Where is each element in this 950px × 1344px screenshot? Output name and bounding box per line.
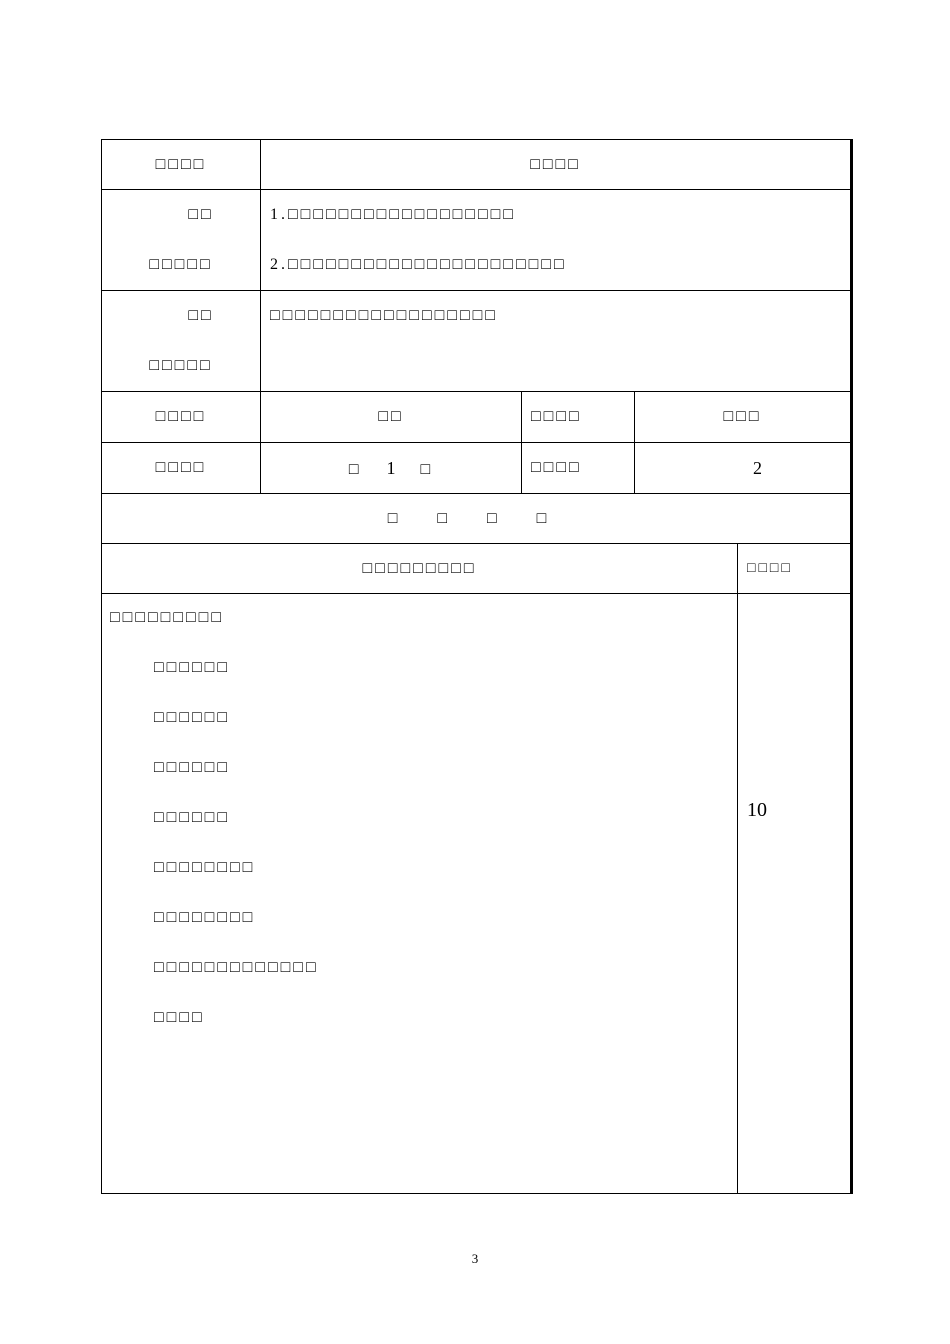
info-row2-col4: 2	[753, 457, 763, 478]
focus-text: □□□□□□□□□□□□□□□□□□	[270, 307, 498, 324]
content-body	[102, 594, 738, 1194]
info-row-2	[102, 443, 852, 494]
focus-row	[102, 291, 852, 392]
header-value: □□□□	[261, 140, 852, 190]
content-header-left: □□□□□□□□□	[102, 544, 738, 594]
lesson-plan-sheet	[101, 139, 851, 1194]
goal-label	[102, 190, 261, 291]
content-item: □□□□□□	[154, 709, 230, 726]
info-row2-col2-post: □	[420, 460, 434, 478]
info-row1-col1: □□□□	[102, 392, 261, 443]
content-item: □□□□□□	[154, 809, 230, 826]
info-row2-col3: □□□□	[522, 443, 635, 494]
info-row2-col2	[261, 443, 522, 494]
content-header-row	[102, 544, 852, 594]
info-row1-col2: □□	[261, 392, 522, 443]
info-row2-col4-cell	[635, 443, 852, 494]
content-item: □□□□□□	[154, 759, 230, 776]
goal-label-line2: □□□□□	[149, 256, 213, 273]
content-row	[102, 594, 852, 1194]
content-header-right: □□□□	[738, 544, 852, 594]
content-item: □□□□□□□□□□□□□	[154, 959, 319, 976]
content-item: □□□□□□□□	[154, 909, 256, 926]
info-row1-col3: □□□□	[522, 392, 635, 443]
content-time: 10	[747, 799, 767, 821]
page-number: 3	[471, 1251, 479, 1266]
goal-item-2: 2.□□□□□□□□□□□□□□□□□□□□□□	[270, 256, 567, 273]
section-title-row	[102, 494, 852, 544]
goal-item-1: 1.□□□□□□□□□□□□□□□□□□	[270, 206, 516, 223]
info-row2-col2-pre: □	[348, 460, 362, 478]
content-time-cell	[738, 594, 852, 1194]
info-row1-col4: □□□	[635, 392, 852, 443]
info-row2-col1: □□□□	[102, 443, 261, 494]
section-title: □ □ □ □	[102, 494, 852, 544]
focus-label-line1: □□	[188, 307, 214, 324]
content-title: □□□□□□□□□	[110, 609, 224, 626]
focus-label-line2: □□□□□	[149, 357, 213, 374]
info-row-1	[102, 392, 852, 443]
goal-label-line1: □□	[188, 206, 214, 223]
content-item: □□□□□□	[154, 659, 230, 676]
header-label: □□□□	[102, 140, 261, 190]
info-row2-col2-num: 1	[386, 457, 396, 478]
content-item: □□□□	[154, 1009, 205, 1026]
lesson-plan-table	[101, 139, 853, 1194]
goal-row	[102, 190, 852, 291]
header-row	[102, 140, 852, 190]
content-item: □□□□□□□□	[154, 859, 256, 876]
focus-label	[102, 291, 261, 392]
focus-content	[261, 291, 852, 392]
goal-content	[261, 190, 852, 291]
